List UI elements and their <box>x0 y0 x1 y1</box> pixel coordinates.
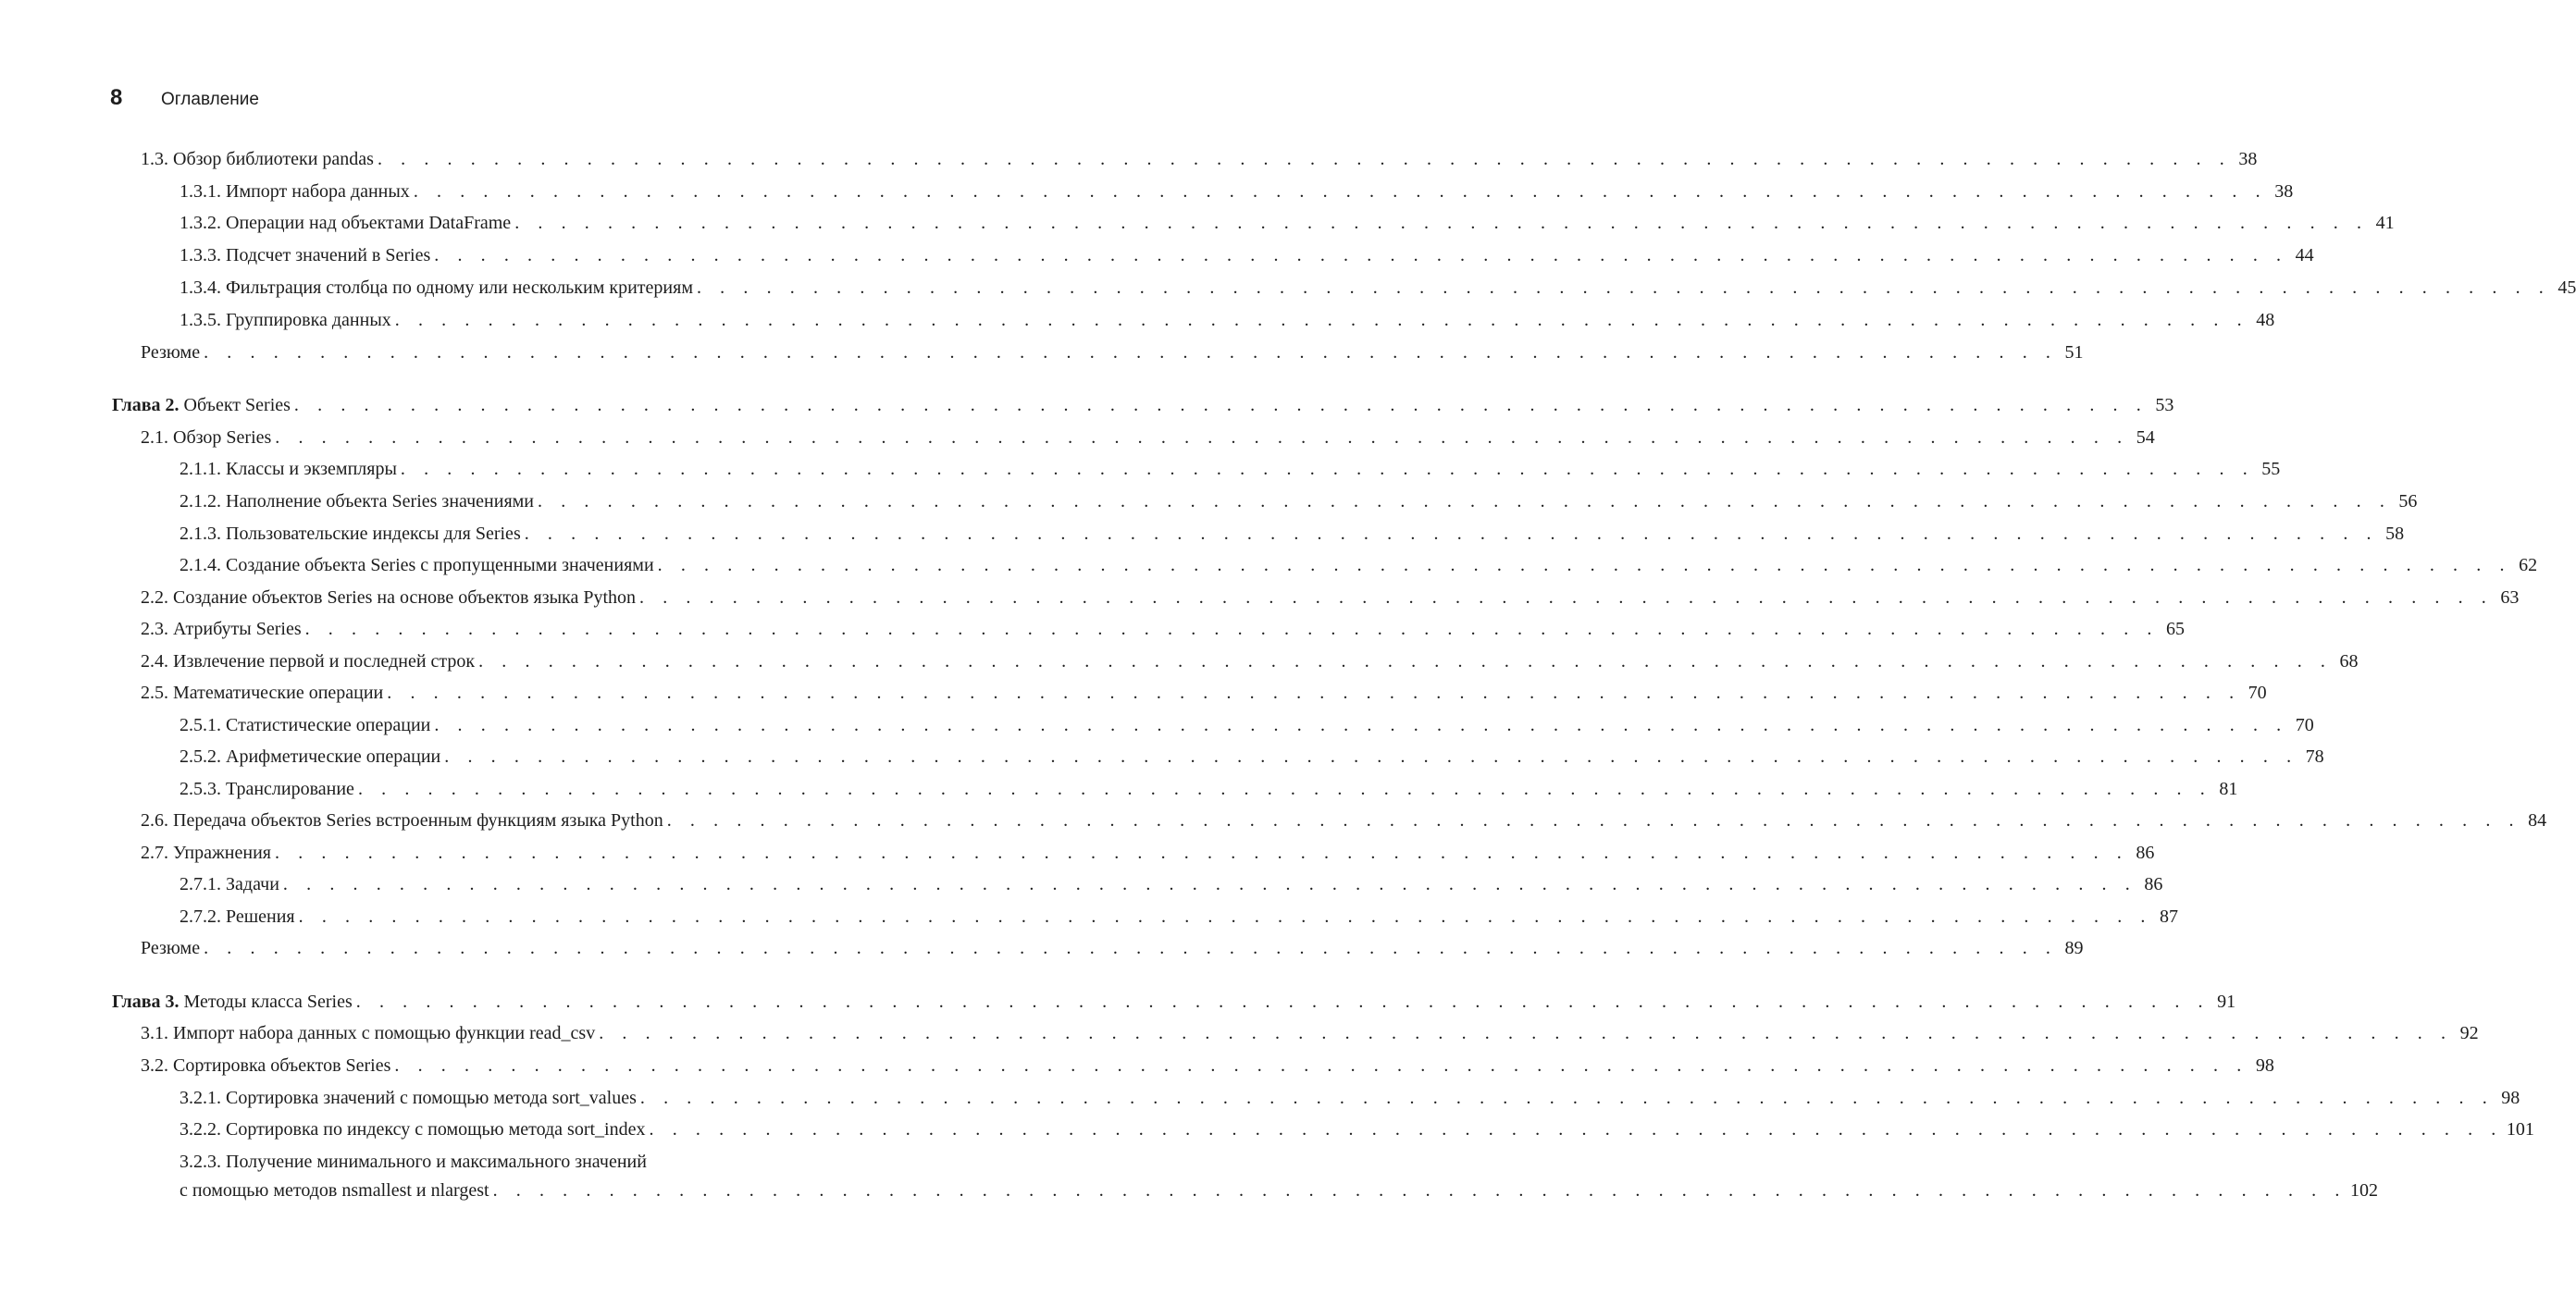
dot-leader: . . . . . . . . . . . . . . . . . . . . . . . . . . . . . . . . . . . . . . . . . . . . . . . . . . . . . . . . . . . . . . . . . . . . . . . . . . . . . . . . <box>282 874 2137 894</box>
dot-leader: . . . . . . . . . . . . . . . . . . . . . . . . . . . . . . . . . . . . . . . . . . . . . . . . . . . . . . . . . . . . . . . . . . . . . . . . . . . . . . . . <box>434 245 2288 265</box>
toc-page-number: 63 <box>2500 587 2520 608</box>
dot-leader: . . . . . . . . . . . . . . . . . . . . . . . . . . . . . . . . . . . . . . . . . . . . . . . . . . . . . . . . . . . . . . . . . . . . . . . . . . . . . . . . <box>275 427 2129 448</box>
dot-leader: . . . . . . . . . . . . . . . . . . . . . . . . . . . . . . . . . . . . . . . . . . . . . . . . . . . . . . . . . . . . . . . . . . . . . . . . . . . . . . . . <box>204 342 2058 363</box>
toc-page-number: 98 <box>2255 1055 2274 1076</box>
toc-entry[interactable] <box>180 455 2281 484</box>
toc-entry[interactable] <box>141 1019 2479 1048</box>
dot-leader: . . . . . . . . . . . . . . . . . . . . . . . . . . . . . . . . . . . . . . . . . . . . . . . . . . . . . . . . . . . . . . . . . . . . . . . . . . . . . . . . <box>293 395 2149 415</box>
toc-entry-title: Объект Series <box>183 395 291 415</box>
toc-page-number: 86 <box>2144 874 2163 894</box>
toc-chapter-entry[interactable] <box>112 391 2174 420</box>
toc-entry-title: 2.5. Математические операции <box>141 683 384 703</box>
page-number: 8 <box>110 85 123 110</box>
toc-entry-title: 2.7.1. Задачи <box>180 874 279 894</box>
toc-page-number: 78 <box>2305 746 2324 767</box>
dot-leader: . . . . . . . . . . . . . . . . . . . . . . . . . . . . . . . . . . . . . . . . . . . . . . . . . . . . . . . . . . . . . . . . . . . . . . . . . . . . . . . . <box>394 310 2249 330</box>
dot-leader: . . . . . . . . . . . . . . . . . . . . . . . . . . . . . . . . . . . . . . . . . . . . . . . . . . . . . . . . . . . . . . . . . . . . . . . . . . . . . . . . <box>649 1119 2503 1140</box>
toc-entry-title: 2.5.2. Арифметические операции <box>180 746 441 767</box>
toc-page-number: 56 <box>2398 491 2418 512</box>
dot-leader: . . . . . . . . . . . . . . . . . . . . . . . . . . . . . . . . . . . . . . . . . . . . . . . . . . . . . . . . . . . . . . . . . . . . . . . . . . . . . . . . <box>444 746 2298 767</box>
toc-page-number: 98 <box>2501 1088 2520 1108</box>
toc-entry-title: 1.3.2. Операции над объектами DataFrame <box>180 213 512 233</box>
dot-leader: . . . . . . . . . . . . . . . . . . . . . . . . . . . . . . . . . . . . . . . . . . . . . . . . . . . . . . . . . . . . . . . . . . . . . . . . . . . . . . . . <box>394 1055 2248 1076</box>
toc-entry[interactable] <box>180 1116 2534 1144</box>
toc-entry[interactable] <box>141 584 2520 612</box>
toc-page-number: 102 <box>2349 1180 2378 1201</box>
toc-entry[interactable] <box>180 274 2576 302</box>
toc-entry[interactable] <box>180 520 2405 549</box>
dot-leader: . . . . . . . . . . . . . . . . . . . . . . . . . . . . . . . . . . . . . . . . . . . . . . . . . . . . . . . . . . . . . . . . . . . . . . . . . . . . . . . . <box>400 459 2255 479</box>
toc-entry-title: Методы класса Series <box>183 992 353 1012</box>
toc-entry[interactable] <box>180 178 2294 206</box>
dot-leader: . . . . . . . . . . . . . . . . . . . . . . . . . . . . . . . . . . . . . . . . . . . . . . . . . . . . . . . . . . . . . . . . . . . . . . . . . . . . . . . . <box>492 1180 2347 1201</box>
dot-leader: . . . . . . . . . . . . . . . . . . . . . . . . . . . . . . . . . . . . . . . . . . . . . . . . . . . . . . . . . . . . . . . . . . . . . . . . . . . . . . . . <box>657 555 2512 575</box>
toc-entry-title: 2.5.3. Транслирование <box>180 779 354 799</box>
toc-entry[interactable] <box>141 424 2155 452</box>
toc-entry-title: 2.1.1. Классы и экземпляры <box>180 459 397 479</box>
toc-page-number: 38 <box>2238 149 2258 169</box>
toc-entry-title: 2.7. Упражнения <box>141 843 271 863</box>
toc-entry-title: 1.3. Обзор библиотеки pandas <box>141 149 374 169</box>
toc-entry[interactable] <box>141 679 2267 708</box>
dot-leader: . . . . . . . . . . . . . . . . . . . . . . . . . . . . . . . . . . . . . . . . . . . . . . . . . . . . . . . . . . . . . . . . . . . . . . . . . . . . . . . . <box>298 906 2153 927</box>
toc-entry[interactable] <box>180 743 2324 771</box>
dot-leader: . . . . . . . . . . . . . . . . . . . . . . . . . . . . . . . . . . . . . . . . . . . . . . . . . . . . . . . . . . . . . . . . . . . . . . . . . . . . . . . . <box>204 938 2058 958</box>
running-title: Оглавление <box>161 90 259 109</box>
toc-page-number: 51 <box>2064 342 2084 363</box>
toc-page-number: 68 <box>2339 651 2359 672</box>
toc-entry[interactable] <box>141 339 2084 367</box>
toc-entry[interactable] <box>180 711 2314 740</box>
toc-page-number: 92 <box>2459 1023 2479 1043</box>
dot-leader: . . . . . . . . . . . . . . . . . . . . . . . . . . . . . . . . . . . . . . . . . . . . . . . . . . . . . . . . . . . . . . . . . . . . . . . . . . . . . . . . <box>413 181 2268 202</box>
toc-page-number: 101 <box>2506 1119 2534 1140</box>
toc-entry-title: 2.1. Обзор Series <box>141 427 272 448</box>
toc-page-number: 54 <box>2136 427 2155 448</box>
toc-page-number: 58 <box>2385 524 2405 544</box>
toc-entry[interactable] <box>141 807 2547 835</box>
toc-page-number: 84 <box>2528 810 2547 831</box>
dot-leader: . . . . . . . . . . . . . . . . . . . . . . . . . . . . . . . . . . . . . . . . . . . . . . . . . . . . . . . . . . . . . . . . . . . . . . . . . . . . . . . . <box>387 683 2241 703</box>
dot-leader: . . . . . . . . . . . . . . . . . . . . . . . . . . . . . . . . . . . . . . . . . . . . . . . . . . . . . . . . . . . . . . . . . . . . . . . . . . . . . . . . <box>696 277 2551 298</box>
toc-entry-title: 1.3.3. Подсчет значений в Series <box>180 245 431 265</box>
toc-entry[interactable] <box>141 647 2359 676</box>
toc-entry[interactable] <box>180 870 2163 899</box>
toc-entry-title: Резюме <box>141 342 201 363</box>
toc-entry-title: 1.3.1. Импорт набора данных <box>180 181 410 202</box>
toc-entry-title: 3.2.1. Сортировка значений с помощью метода sort_values <box>180 1088 637 1108</box>
toc-chapter-label: Глава 3. <box>112 992 180 1012</box>
toc-entry-title: 2.4. Извлечение первой и последней строк <box>141 651 476 672</box>
toc-page-number: 44 <box>2295 245 2314 265</box>
toc-entry-title: 2.1.3. Пользовательские индексы для Series <box>180 524 521 544</box>
dot-leader: . . . . . . . . . . . . . . . . . . . . . . . . . . . . . . . . . . . . . . . . . . . . . . . . . . . . . . . . . . . . . . . . . . . . . . . . . . . . . . . . <box>639 1088 2495 1108</box>
toc-entry[interactable] <box>141 934 2084 963</box>
toc-page-number: 81 <box>2219 779 2238 799</box>
toc-entry[interactable] <box>180 209 2395 238</box>
toc-entry[interactable] <box>141 1052 2274 1080</box>
toc-entry-title: 3.2. Сортировка объектов Series <box>141 1055 391 1076</box>
toc-chapter-entry[interactable] <box>112 988 2236 1017</box>
toc-entry[interactable] <box>180 241 2314 270</box>
toc-entry[interactable] <box>141 839 2155 868</box>
dot-leader: . . . . . . . . . . . . . . . . . . . . . . . . . . . . . . . . . . . . . . . . . . . . . . . . . . . . . . . . . . . . . . . . . . . . . . . . . . . . . . . . <box>639 587 2494 608</box>
toc-page-number: 38 <box>2274 181 2294 202</box>
dot-leader: . . . . . . . . . . . . . . . . . . . . . . . . . . . . . . . . . . . . . . . . . . . . . . . . . . . . . . . . . . . . . . . . . . . . . . . . . . . . . . . . <box>599 1023 2453 1043</box>
toc-page-number: 91 <box>2217 992 2236 1012</box>
toc-entry[interactable] <box>180 306 2275 335</box>
dot-leader: . . . . . . . . . . . . . . . . . . . . . . . . . . . . . . . . . . . . . . . . . . . . . . . . . . . . . . . . . . . . . . . . . . . . . . . . . . . . . . . . <box>357 779 2212 799</box>
dot-leader: . . . . . . . . . . . . . . . . . . . . . . . . . . . . . . . . . . . . . . . . . . . . . . . . . . . . . . . . . . . . . . . . . . . . . . . . . . . . . . . . <box>377 149 2232 169</box>
toc-entry-title: 2.3. Атрибуты Series <box>141 619 302 639</box>
dot-leader: . . . . . . . . . . . . . . . . . . . . . . . . . . . . . . . . . . . . . . . . . . . . . . . . . . . . . . . . . . . . . . . . . . . . . . . . . . . . . . . . <box>514 213 2369 233</box>
toc-page-number: 45 <box>2557 277 2576 298</box>
toc-entry[interactable] <box>180 1084 2520 1113</box>
toc-page-number: 87 <box>2160 906 2179 927</box>
toc-entry[interactable] <box>141 145 2258 174</box>
toc-entry-title: Резюме <box>141 938 201 958</box>
toc-page-number: 55 <box>2261 459 2281 479</box>
toc-entry[interactable] <box>141 615 2186 644</box>
toc-entry[interactable] <box>180 551 2538 580</box>
toc-entry-title: 1.3.5. Группировка данных <box>180 310 391 330</box>
toc-page-number: 86 <box>2136 843 2155 863</box>
dot-leader: . . . . . . . . . . . . . . . . . . . . . . . . . . . . . . . . . . . . . . . . . . . . . . . . . . . . . . . . . . . . . . . . . . . . . . . . . . . . . . . . <box>304 619 2160 639</box>
dot-leader: . . . . . . . . . . . . . . . . . . . . . . . . . . . . . . . . . . . . . . . . . . . . . . . . . . . . . . . . . . . . . . . . . . . . . . . . . . . . . . . . <box>538 491 2392 512</box>
toc-page-number: 48 <box>2256 310 2275 330</box>
dot-leader: . . . . . . . . . . . . . . . . . . . . . . . . . . . . . . . . . . . . . . . . . . . . . . . . . . . . . . . . . . . . . . . . . . . . . . . . . . . . . . . . <box>666 810 2521 831</box>
toc-entry-title: 2.1.4. Создание объекта Series с пропущенными значениями <box>180 555 654 575</box>
toc-entry-title: 2.1.2. Наполнение объекта Series значениями <box>180 491 535 512</box>
toc-chapter-label: Глава 2. <box>112 395 180 415</box>
toc-page-number: 70 <box>2248 683 2267 703</box>
toc-entry[interactable] <box>180 775 2238 804</box>
toc-entry-title: 3.1. Импорт набора данных с помощью функции read_csv <box>141 1023 596 1043</box>
dot-leader: . . . . . . . . . . . . . . . . . . . . . . . . . . . . . . . . . . . . . . . . . . . . . . . . . . . . . . . . . . . . . . . . . . . . . . . . . . . . . . . . <box>434 715 2288 735</box>
toc-entry-title-continuation: с помощью методов nsmallest и nlargest <box>180 1180 489 1201</box>
toc-page-number: 65 <box>2166 619 2186 639</box>
toc-entry-title: 2.7.2. Решения <box>180 906 295 927</box>
dot-leader: . . . . . . . . . . . . . . . . . . . . . . . . . . . . . . . . . . . . . . . . . . . . . . . . . . . . . . . . . . . . . . . . . . . . . . . . . . . . . . . . <box>524 524 2379 544</box>
toc-entry-title: 2.2. Создание объектов Series на основе объектов языка Python <box>141 587 636 608</box>
toc-entry-title: 3.2.3. Получение минимального и максимального значений <box>180 1152 647 1172</box>
toc-page-number: 70 <box>2295 715 2314 735</box>
dot-leader: . . . . . . . . . . . . . . . . . . . . . . . . . . . . . . . . . . . . . . . . . . . . . . . . . . . . . . . . . . . . . . . . . . . . . . . . . . . . . . . . <box>355 992 2211 1012</box>
toc-page-number: 62 <box>2519 555 2538 575</box>
toc-entry-title: 1.3.4. Фильтрация столбца по одному или нескольким критериям <box>180 277 693 298</box>
toc-entry-title: 2.6. Передача объектов Series встроенным функциям языка Python <box>141 810 663 831</box>
toc-entry[interactable] <box>180 1148 2378 1205</box>
dot-leader: . . . . . . . . . . . . . . . . . . . . . . . . . . . . . . . . . . . . . . . . . . . . . . . . . . . . . . . . . . . . . . . . . . . . . . . . . . . . . . . . <box>478 651 2333 672</box>
toc-page-number: 53 <box>2155 395 2174 415</box>
dot-leader: . . . . . . . . . . . . . . . . . . . . . . . . . . . . . . . . . . . . . . . . . . . . . . . . . . . . . . . . . . . . . . . . . . . . . . . . . . . . . . . . <box>275 843 2129 863</box>
toc-entry-title: 3.2.2. Сортировка по индексу с помощью метода sort_index <box>180 1119 646 1140</box>
toc-entry[interactable] <box>180 487 2418 516</box>
toc-page-number: 41 <box>2375 213 2395 233</box>
toc-entry-title: 2.5.1. Статистические операции <box>180 715 431 735</box>
toc-page-number: 89 <box>2064 938 2084 958</box>
toc-entry[interactable] <box>180 903 2179 931</box>
